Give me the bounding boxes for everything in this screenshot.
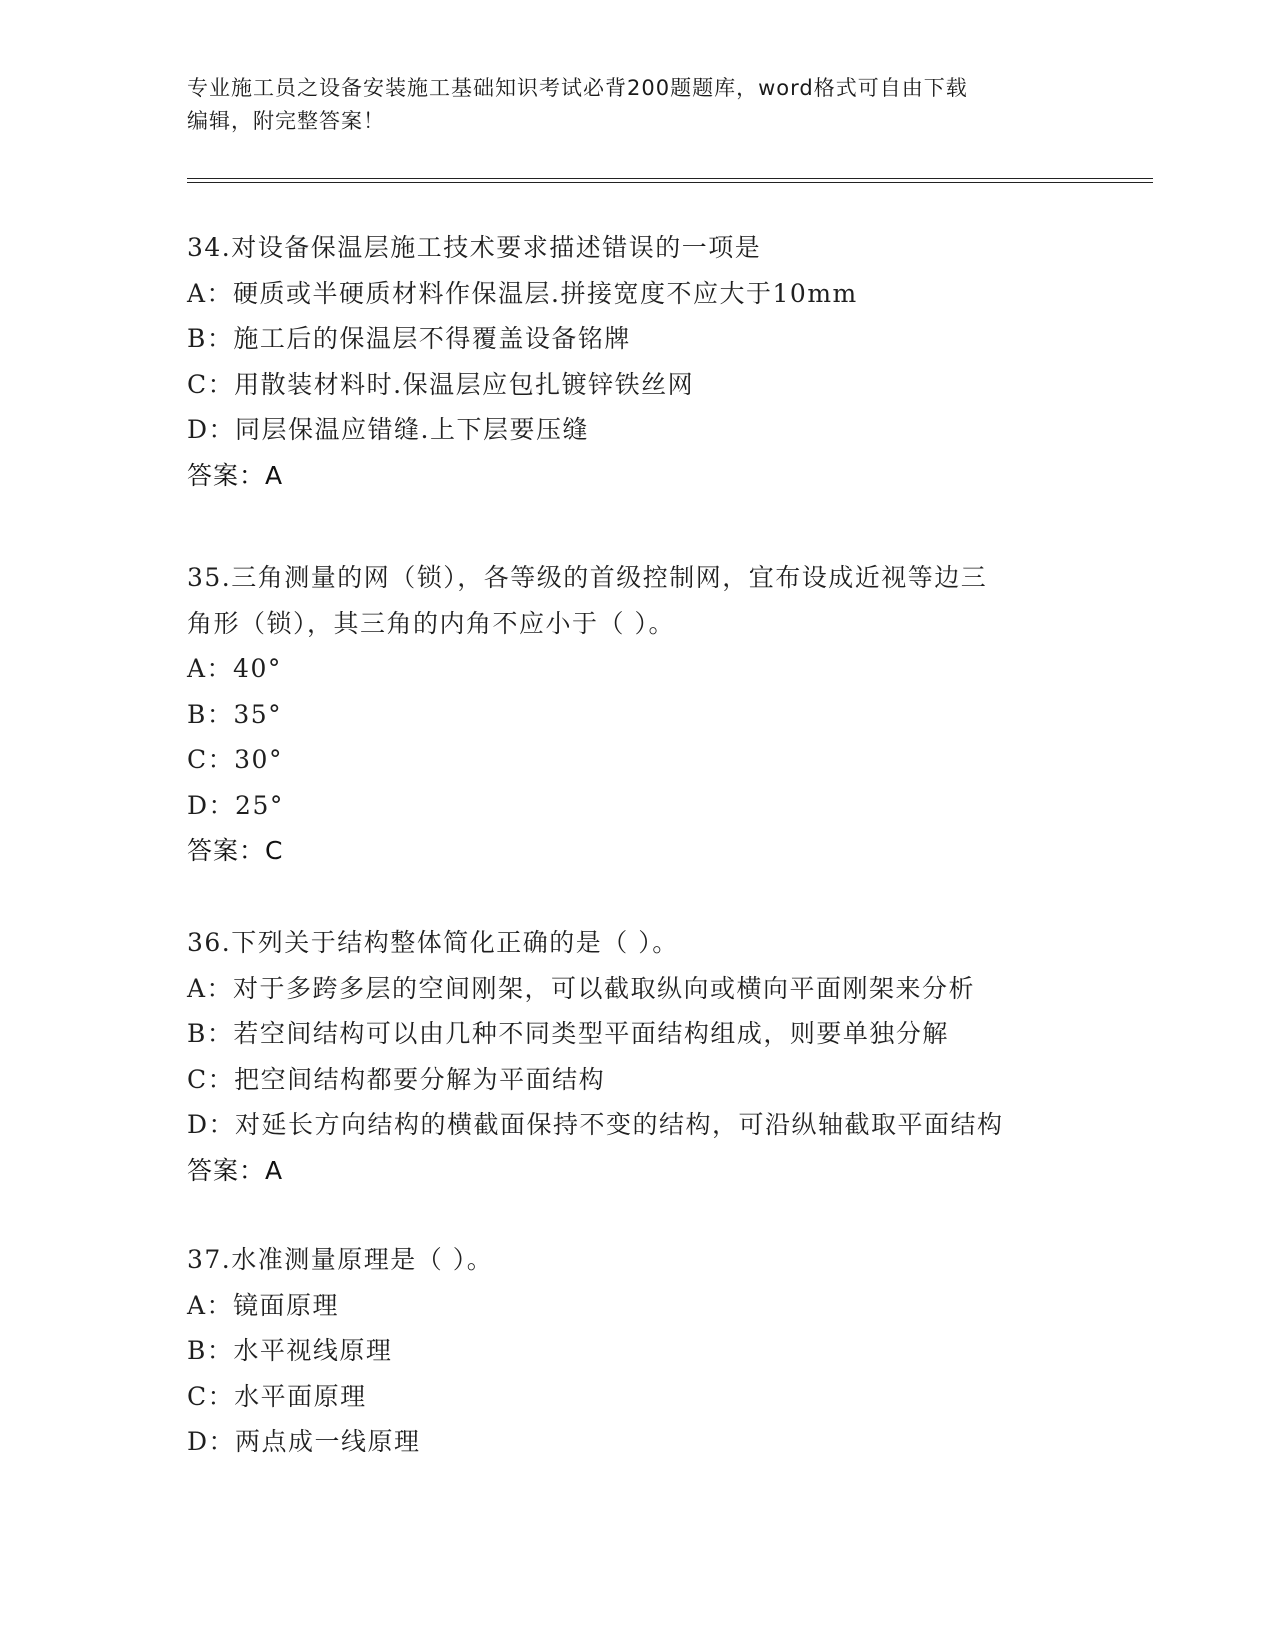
option-a: A：硬质或半硬质材料作保温层.拼接宽度不应大于10mm [187, 278, 858, 308]
question-stem: 35.三角测量的网（锁），各等级的首级控制网，宜布设成近视等边三 [187, 563, 988, 592]
question-37 [187, 1237, 1087, 1465]
option-c: C：把空间结构都要分解为平面结构 [187, 1064, 606, 1094]
option-d: D：25° [187, 790, 284, 820]
question-34 [187, 225, 1087, 498]
document-header [187, 72, 1087, 138]
option-a: A：镜面原理 [187, 1290, 340, 1320]
header-divider-top [187, 178, 1153, 179]
question-36 [187, 920, 1087, 1193]
option-b: B：施工后的保温层不得覆盖设备铭牌 [187, 324, 631, 353]
option-d: D：两点成一线原理 [187, 1427, 421, 1456]
option-d: D：对延长方向结构的横截面保持不变的结构，可沿纵轴截取平面结构 [187, 1110, 1004, 1139]
answer-line: 答案：C [187, 836, 284, 865]
header-title-line-2: 编辑，附完整答案！ [187, 109, 385, 133]
option-b: B：若空间结构可以由几种不同类型平面结构组成，则要单独分解 [187, 1019, 949, 1048]
answer-line: 答案：A [187, 460, 284, 490]
question-stem-continued: 角形（锁），其三角的内角不应小于（ ）。 [187, 608, 675, 638]
option-d: D：同层保温应错缝.上下层要压缝 [187, 415, 589, 444]
option-c: C：30° [187, 745, 283, 774]
question-stem: 36.下列关于结构整体简化正确的是（ ）。 [187, 928, 679, 957]
option-a: A：40° [187, 654, 282, 683]
option-b: B：水平视线原理 [187, 1336, 393, 1365]
question-stem: 34.对设备保温层施工技术要求描述错误的一项是 [187, 233, 762, 262]
question-stem: 37.水准测量原理是（ ）。 [187, 1245, 494, 1274]
question-35 [187, 555, 1087, 874]
option-c: C：用散装材料时.保温层应包扎镀锌铁丝网 [187, 369, 695, 399]
option-a: A：对于多跨多层的空间刚架，可以截取纵向或横向平面刚架来分析 [187, 973, 976, 1003]
header-title-line-1: 专业施工员之设备安装施工基础知识考试必背200题题库，word格式可自由下载 [187, 76, 968, 100]
option-c: C：水平面原理 [187, 1381, 367, 1411]
header-divider-bottom [187, 182, 1153, 183]
option-b: B：35° [187, 699, 283, 729]
answer-line: 答案：A [187, 1155, 284, 1185]
